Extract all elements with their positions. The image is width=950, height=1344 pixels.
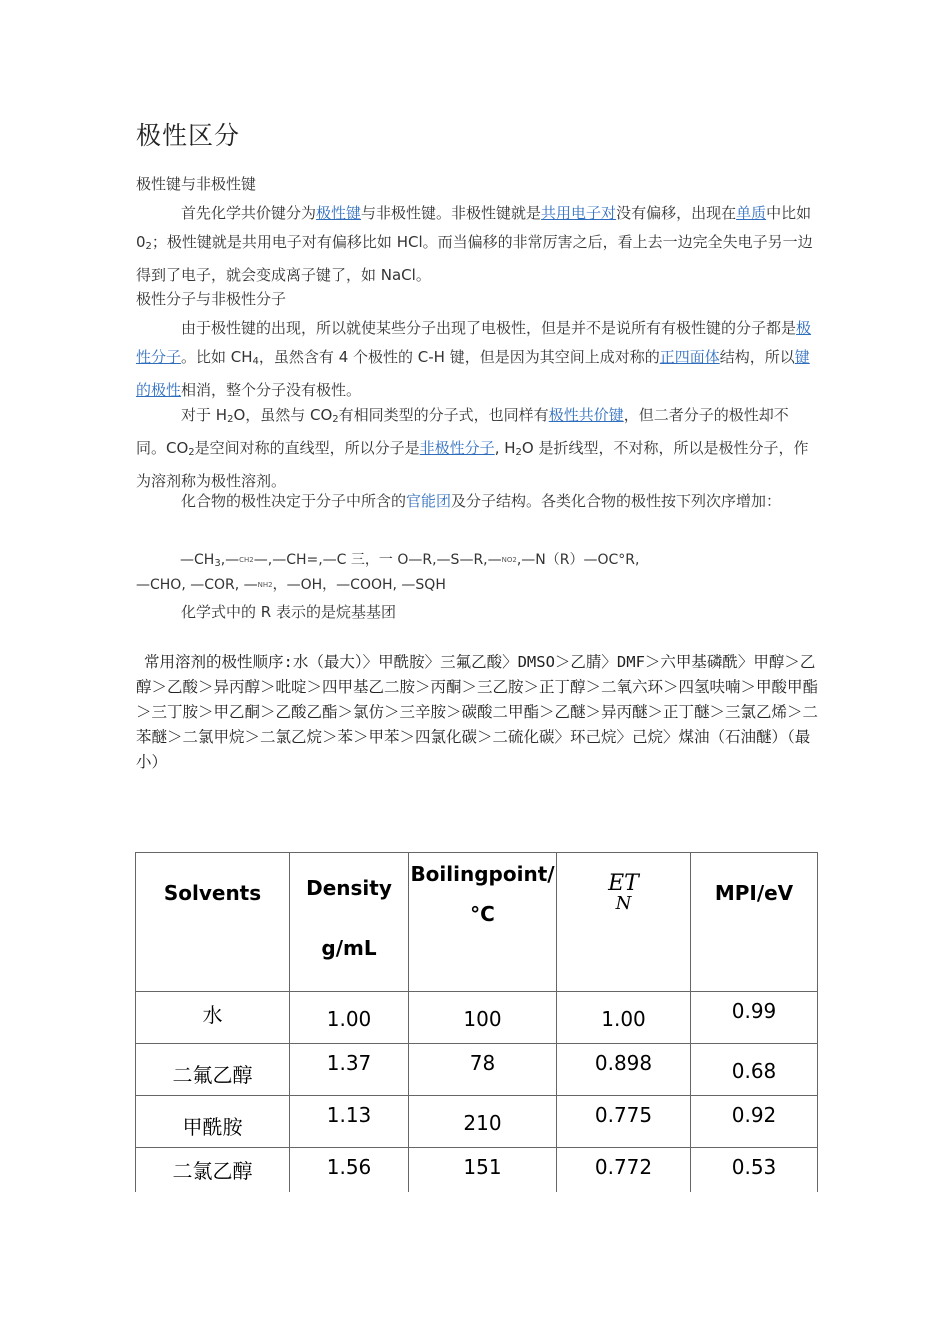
link-shared-electron-pair[interactable]: 共用电子对: [541, 204, 617, 222]
header-et-n: ET N: [557, 853, 691, 992]
section-heading-bonds: 极性键与非极性键: [136, 175, 257, 193]
link-tetrahedron[interactable]: 正四面体: [659, 348, 720, 366]
paragraph-water: 对于 $H_2O$，虽然与 $CO_2$有相同类型的分子式，也同样有极性共价键，但二者分子的极性却不同。$CO_2$是空间对称的直线型，所以分子是非极性分子, $H_2O$ 是折线型，不对称，所以是极性分子，作为溶剂称为极性溶剂。: [136, 406, 809, 490]
formula-line-1: $—CH_3,—CH2—,—CH=,—C$ 三，一 O—R,—S—R,—NO2,—N（R）—OC°R,: [180, 552, 640, 569]
page-bottom-margin: [0, 1192, 950, 1344]
table-row: 甲酰胺 1.13 210 0.775 0.92: [136, 1096, 818, 1148]
r-group-note: 化学式中的 R 表示的是烷基基团: [181, 603, 396, 621]
paragraph-molecules: 由于极性键的出现，所以就使某些分子出现了电极性，但是并不是说所有有极性键的分子都是极性分子。比如 $CH_4$，虽然含有 4 个极性的 C-H 键，但是因为其空间上成对称的正四面体结构，所以键的极性相消，整个分子没有极性。: [136, 319, 812, 399]
section-heading-molecules: 极性分子与非极性分子: [136, 290, 287, 308]
header-boiling-point: Boilingpoint/ °C: [409, 853, 557, 992]
link-elementary-substance[interactable]: 单质: [736, 204, 767, 222]
table-row: 水 1.00 100 1.00 0.99: [136, 992, 818, 1044]
header-density: Density g/mL: [290, 853, 409, 992]
table-row: 二氯乙醇 1.56 151 0.772 0.53: [136, 1148, 818, 1200]
functional-group-term: 官能团: [406, 492, 452, 510]
table-header-row: [136, 853, 818, 992]
header-mpi: MPI/eV: [691, 853, 818, 992]
formula-line-2: —CHO, —COR, —NH2，—OH，—COOH, —SQH: [136, 577, 446, 593]
table-row: 二氟乙醇 1.37 78 0.898 0.68: [136, 1044, 818, 1096]
paragraph-bonds: 首先化学共价键分为极性键与非极性键。非极性键就是共用电子对没有偏移，出现在单质中比如 $0_2$；极性键就是共用电子对有偏移比如 HCl。而当偏移的非常厉害之后，看上去一边完全失电子另一边得到了电子，就会变成离子键了，如 NaCl。: [136, 204, 813, 284]
solvent-polarity-order: 常用溶剂的极性顺序:水（最大）〉甲酰胺〉三氟乙酸〉DMSO＞乙腈〉DMF＞六甲基磷酰〉甲醇＞乙醇＞乙酸＞异丙醇＞吡啶＞四甲基乙二胺＞丙酮＞三乙胺＞正丁醇＞二氧六环＞四氢呋喃＞甲酸甲酯＞三丁胺＞甲乙酮＞乙酸乙酯＞氯仿＞三辛胺＞碳酸二甲酯＞乙醚＞异丙醚＞正丁醚＞三氯乙烯＞二苯醚＞二氯甲烷＞二氯乙烷＞苯＞甲苯＞四氯化碳＞二硫化碳〉环己烷〉己烷〉煤油（石油醚）（最小）: [136, 653, 819, 771]
paragraph-functional-groups: 化合物的极性决定于分子中所含的官能团及分子结构。各类化合物的极性按下列次序增加：: [181, 492, 782, 510]
page-title: 极性区分: [136, 121, 241, 150]
link-polar-covalent-bond[interactable]: 极性共价键: [548, 406, 624, 424]
link-nonpolar-molecule[interactable]: 非极性分子: [419, 439, 495, 457]
link-bond-polarity[interactable]: 键的极性: [136, 348, 810, 399]
link-polar-molecule[interactable]: 极性分子: [136, 319, 812, 366]
link-polar-bond[interactable]: 极性键: [316, 204, 362, 222]
header-solvents: Solvents: [136, 853, 290, 992]
solvent-table: [135, 852, 818, 1200]
